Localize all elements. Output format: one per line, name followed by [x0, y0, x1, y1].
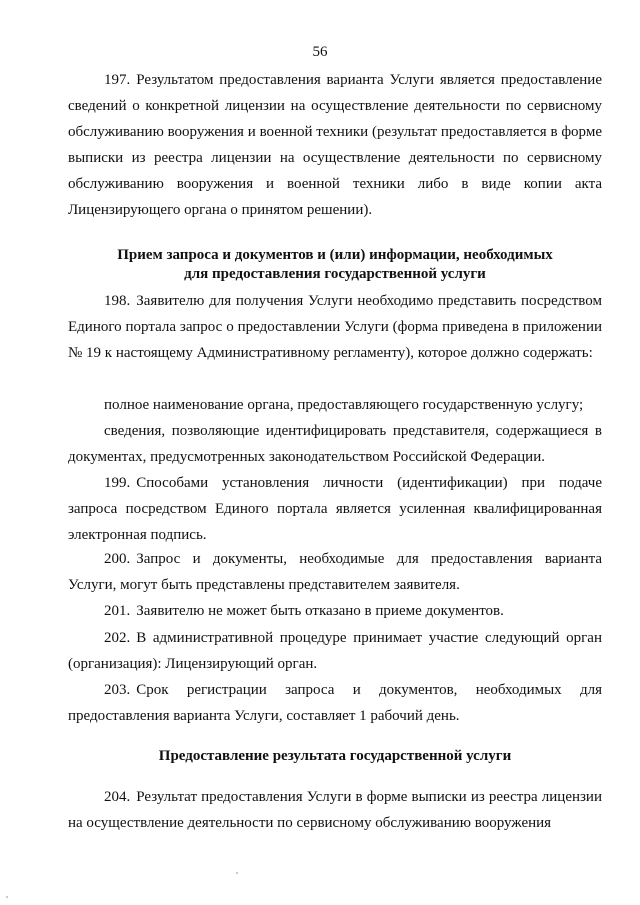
paragraph-198 [68, 288, 602, 366]
paragraph-text: Заявителю не может быть отказано в приеме документов. [136, 603, 504, 619]
paragraph-204 [68, 784, 602, 836]
paragraph-number: 203. [104, 682, 131, 698]
paragraph-203 [68, 677, 602, 729]
section-heading-request [68, 246, 602, 284]
paragraph-number: 200. [104, 551, 131, 567]
scan-speck [236, 872, 238, 874]
paragraph-list-item-1 [68, 392, 602, 418]
paragraph-number: 201. [104, 603, 131, 619]
paragraph-number: 197. [104, 72, 131, 88]
paragraph-text: Запрос и документы, необходимые для предоставления варианта Услуги, могут быть представлены представителем заявителя. [68, 551, 602, 593]
paragraph-number: 202. [104, 630, 131, 646]
paragraph-202 [68, 625, 602, 677]
paragraph-199 [68, 470, 602, 548]
paragraph-text: Способами установления личности (идентификации) при подаче запроса посредством Единого портала является усиленная квалифицированная электронная подпись. [68, 475, 602, 543]
page-number: 56 [312, 44, 328, 60]
paragraph-text: Результат предоставления Услуги в форме выписки из реестра лицензии на осуществление деятельности по сервисному обслуживанию вооружения [68, 789, 602, 831]
paragraph-text: полное наименование органа, предоставляющего государственную услугу; [104, 397, 584, 413]
paragraph-list-item-2 [68, 418, 602, 470]
paragraph-197 [68, 67, 602, 223]
paragraph-text: В административной процедуре принимает участие следующий орган (организация): Лицензирующий орган. [68, 630, 602, 672]
heading-line: для предоставления государственной услуги [184, 266, 486, 282]
paragraph-number: 198. [104, 293, 131, 309]
paragraph-text: сведения, позволяющие идентифицировать представителя, содержащиеся в документах, предусмотренных законодательством Российской Федерации. [68, 423, 602, 465]
paragraph-text: Срок регистрации запроса и документов, необходимых для предоставления варианта Услуги, составляет 1 рабочий день. [68, 682, 602, 724]
paragraph-number: 199. [104, 475, 131, 491]
section-heading-result [68, 747, 602, 766]
scan-speck [6, 896, 8, 898]
paragraph-number: 204. [104, 789, 131, 805]
paragraph-201 [68, 598, 602, 624]
heading-line: Предоставление результата государственной услуги [158, 748, 512, 764]
paragraph-200 [68, 546, 602, 598]
heading-line: Прием запроса и документов и (или) информации, необходимых [117, 247, 553, 263]
paragraph-text: Заявителю для получения Услуги необходимо представить посредством Единого портала запрос о предоставлении Услуги (форма приведена в приложении № 19 к настоящему Административному регламенту), которое должно содержать: [68, 293, 602, 361]
paragraph-text: Результатом предоставления варианта Услуги является предоставление сведений о конкретной лицензии на осуществление деятельности по сервисному обслуживанию вооружения и военной техники (результат предоставляется в форме выписки из реестра лицензии на осуществление деятельности по сервисному обслуживанию вооружения и военной техники либо в виде копии акта Лицензирующего органа о принятом решении). [68, 72, 602, 218]
